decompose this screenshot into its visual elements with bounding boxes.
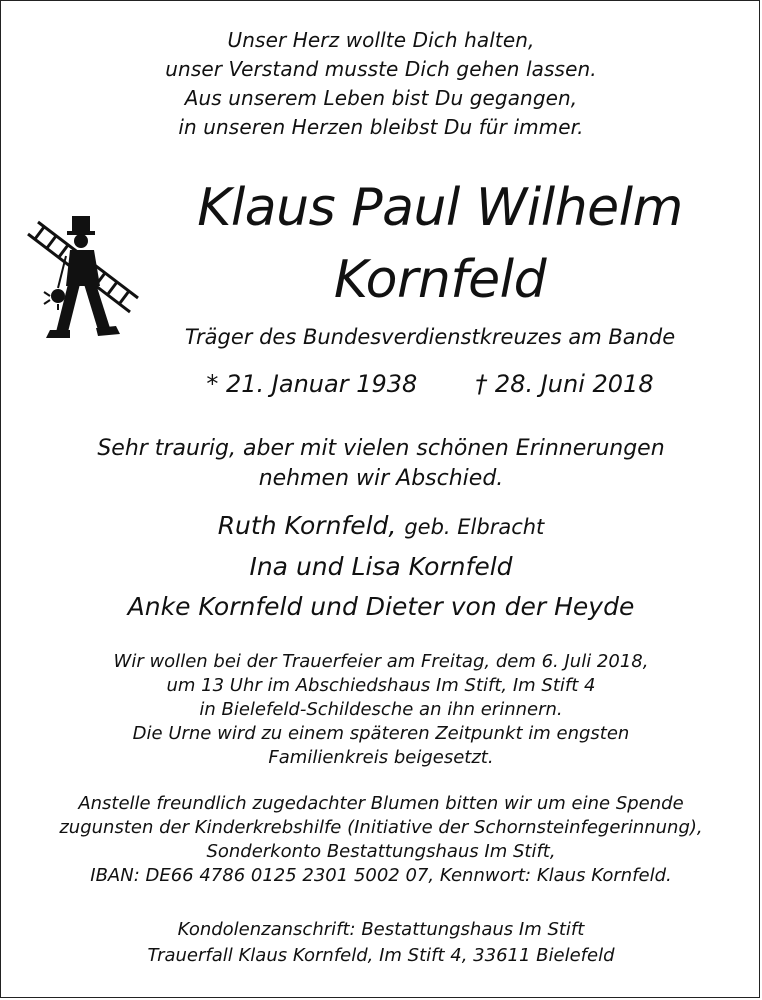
farewell-text xyxy=(0,434,762,494)
condolence-address xyxy=(0,917,762,969)
poem-line: Unser Herz wollte Dich halten, xyxy=(227,28,535,52)
deceased-name-line: Kornfeld xyxy=(333,250,547,310)
contact-line: Trauerfall Klaus Kornfeld, Im Stift 4, 33611 Bielefeld xyxy=(147,945,615,966)
honor-line: Träger des Bundesverdienstkreuzes am Bande xyxy=(184,325,676,349)
family-members xyxy=(0,506,762,627)
death-date: † 28. Juni 2018 xyxy=(475,370,654,398)
poem xyxy=(0,26,762,142)
donation-info xyxy=(0,792,762,888)
poem-line: in unseren Herzen bleibst Du für immer. xyxy=(178,115,584,139)
birth-date: * 21. Januar 1938 xyxy=(206,370,418,398)
deceased-name-line: Klaus Paul Wilhelm xyxy=(197,178,683,238)
farewell-line: Sehr traurig, aber mit vielen schönen Erinnerungen xyxy=(97,436,665,461)
donation-line: Anstelle freundlich zugedachter Blumen bitten wir um eine Spende xyxy=(78,793,684,814)
contact-line: Kondolenzanschrift: Bestattungshaus Im Stift xyxy=(177,919,585,940)
life-dates xyxy=(150,366,710,402)
maiden-name: geb. Elbracht xyxy=(404,515,545,539)
ceremony-line: in Bielefeld-Schildesche an ihn erinnern. xyxy=(199,699,563,720)
family-line xyxy=(0,506,762,547)
family-line: Anke Kornfeld und Dieter von der Heyde xyxy=(127,592,635,621)
donation-line: Sonderkonto Bestattungshaus Im Stift, xyxy=(206,841,556,862)
poem-line: unser Verstand musste Dich gehen lassen. xyxy=(165,57,597,81)
donation-line: zugunsten der Kinderkrebshilfe (Initiative der Schornsteinfegerinnung), xyxy=(59,817,703,838)
ceremony-line: Familienkreis beigesetzt. xyxy=(268,747,494,768)
donation-line: IBAN: DE66 4786 0125 2301 5002 07, Kennwort: Klaus Kornfeld. xyxy=(90,865,672,886)
poem-line: Aus unserem Leben bist Du gegangen, xyxy=(184,86,578,110)
family-line: Ina und Lisa Kornfeld xyxy=(249,552,513,581)
ceremony-line: Wir wollen bei der Trauerfeier am Freitag, dem 6. Juli 2018, xyxy=(113,651,649,672)
deceased-name xyxy=(140,172,740,316)
ceremony-line: um 13 Uhr im Abschiedshaus Im Stift, Im Stift 4 xyxy=(166,675,596,696)
ceremony-line: Die Urne wird zu einem späteren Zeitpunkt im engsten xyxy=(132,723,630,744)
farewell-line: nehmen wir Abschied. xyxy=(258,466,504,491)
family-name: Ruth Kornfeld, xyxy=(217,511,397,540)
ceremony-info xyxy=(0,650,762,770)
chimney-sweep-icon xyxy=(22,216,140,344)
